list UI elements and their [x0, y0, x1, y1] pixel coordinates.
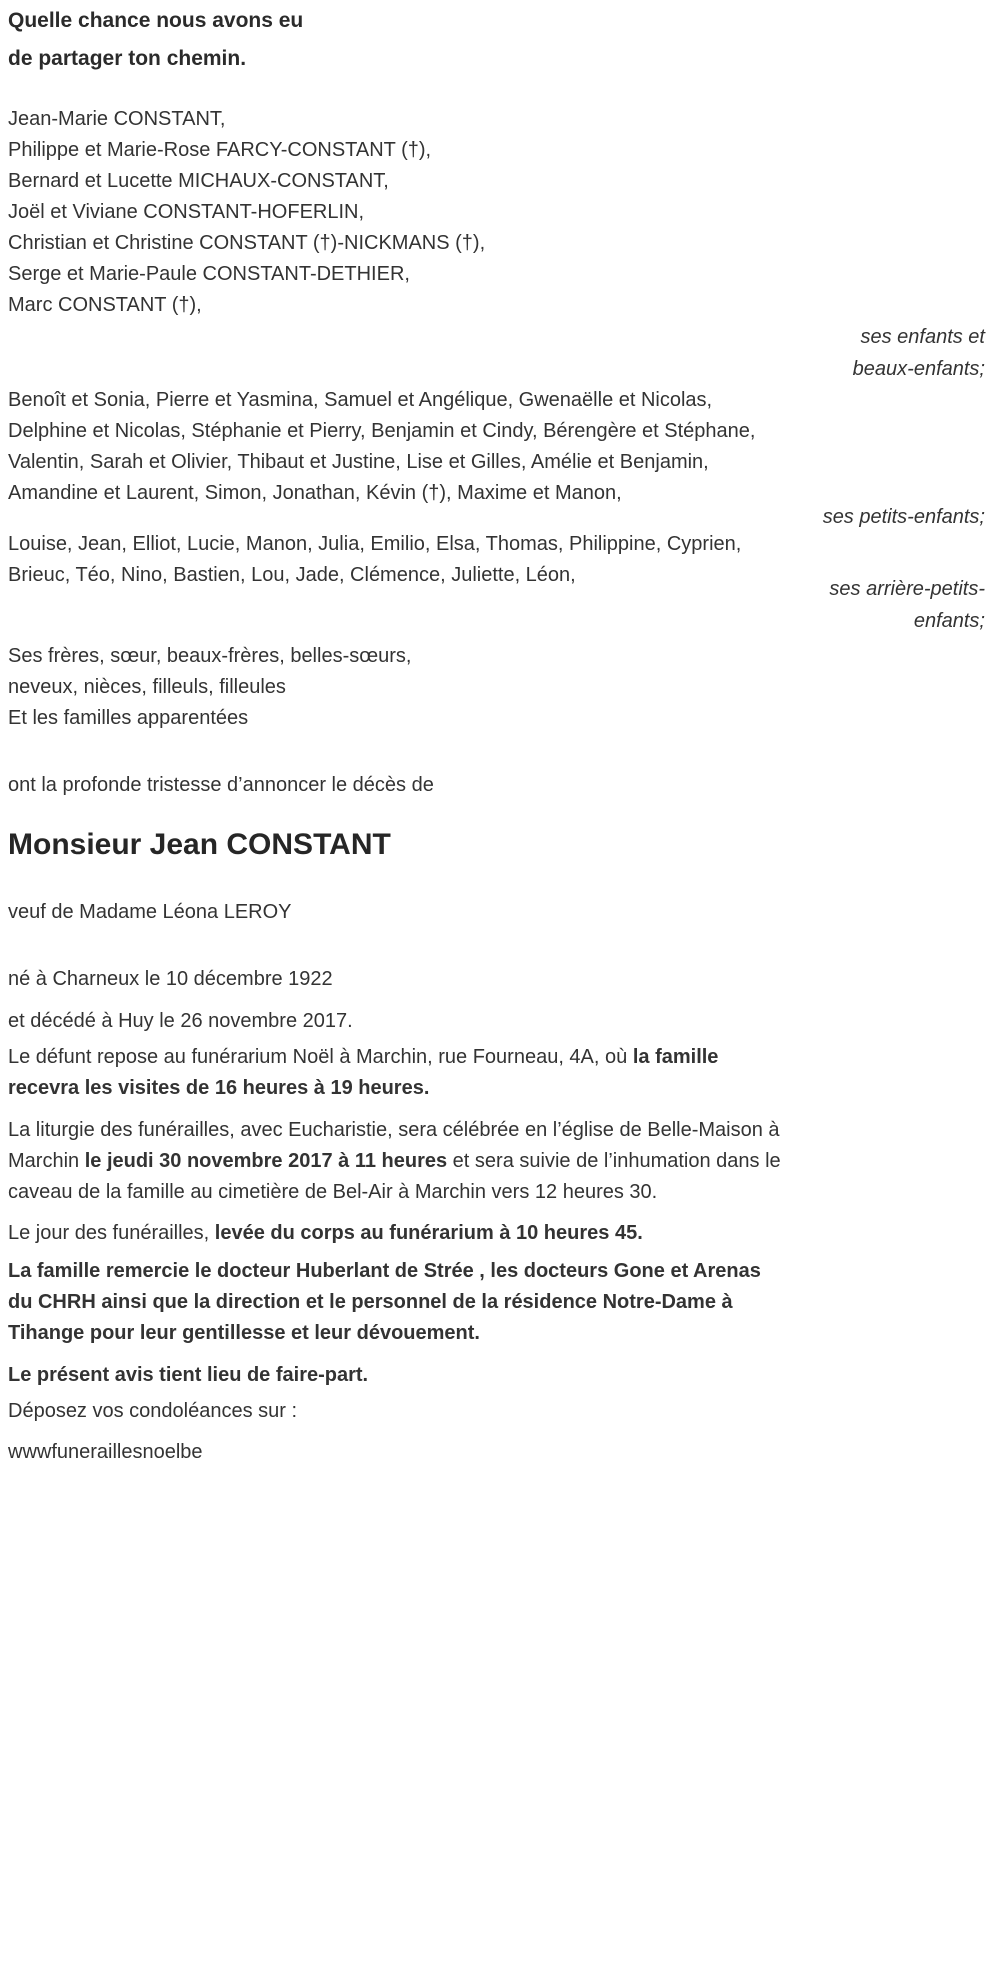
website-link[interactable]: wwwfuneraillesnoelbe: [8, 1441, 203, 1463]
repose-paragraph: Le défunt repose au funérarium Noël à Marchin, rue Fourneau, 4A, où la famille recevra les visites de 16 heures à 19 heures.: [8, 1046, 719, 1099]
liturgy-paragraph: La liturgie des funérailles, avec Eucharistie, sera célébrée en l’église de Belle-Maison à Marchin le jeudi 30 novembre 2017 à 11 heures et sera suivie de l’inhumation dans le caveau de la famille au cimetière de Bel-Air à Marchin vers 12 heures 30.: [8, 1119, 781, 1203]
child-line: Philippe et Marie-Rose FARCY-CONSTANT (†),: [8, 139, 432, 161]
faire-part-notice: Le présent avis tient lieu de faire-part.: [8, 1364, 369, 1386]
epigraph: [8, 2, 985, 78]
website-line: [8, 1437, 783, 1468]
grandchildren-paragraph: Benoît et Sonia, Pierre et Yasmina, Samuel et Angélique, Gwenaëlle et Nicolas, Delphine et Nicolas, Stéphanie et Pierry, Benjamin et Cindy, Bérengère et Stéphane, Valentin, Sarah et Olivier, Thibaut et Justine, Lise et Gilles, Amélie et Benjamin, Amandine et Laurent, Simon, Jonathan, Kévin (†), Maxime et Manon,: [8, 389, 756, 504]
deceased-name-title: Monsieur Jean CONSTANT: [8, 828, 391, 861]
condolences-prompt: Déposez vos condoléances sur :: [8, 1400, 298, 1422]
children-relation-label: ses enfants et beaux-enfants;: [852, 326, 985, 380]
children-section: [8, 104, 985, 321]
grandchildren-relation-label: ses petits-enfants;: [822, 506, 985, 528]
child-line: Christian et Christine CONSTANT (†)-NICKMANS (†),: [8, 232, 486, 254]
child-line: Jean-Marie CONSTANT,: [8, 108, 226, 130]
child-line: Bernard et Lucette MICHAUX-CONSTANT,: [8, 170, 389, 192]
birth-line: né à Charneux le 10 décembre 1922: [8, 968, 333, 990]
child-line: Joël et Viviane CONSTANT-HOFERLIN,: [8, 201, 365, 223]
announcement-text: ont la profonde tristesse d’annoncer le décès de: [8, 774, 434, 796]
epigraph-line-2: de partager ton chemin.: [8, 47, 247, 70]
child-line: Serge et Marie-Paule CONSTANT-DETHIER,: [8, 263, 410, 285]
epigraph-line-1: Quelle chance nous avons eu: [8, 9, 304, 32]
relatives-section: [8, 641, 985, 734]
levee-paragraph: Le jour des funérailles, levée du corps au funérarium à 10 heures 45.: [8, 1222, 643, 1244]
death-line: et décédé à Huy le 26 novembre 2017.: [8, 1010, 353, 1032]
thanks-paragraph: La famille remercie le docteur Huberlant de Strée , les docteurs Gone et Arenas du CHRH ainsi que la direction et le personnel de la résidence Notre-Dame à Tihange pour leur gentillesse et leur dévouement.: [8, 1260, 761, 1344]
child-line: Marc CONSTANT (†),: [8, 294, 202, 316]
widower-line: veuf de Madame Léona LEROY: [8, 901, 292, 923]
relatives-line: Et les familles apparentées: [8, 707, 249, 729]
great-grandchildren-relation-label: ses arrière-petits-enfants;: [829, 578, 985, 632]
relatives-line: neveux, nièces, filleuls, filleules: [8, 676, 286, 698]
relatives-line: Ses frères, sœur, beaux-frères, belles-sœurs,: [8, 645, 412, 667]
great-grandchildren-paragraph: Louise, Jean, Elliot, Lucie, Manon, Julia, Emilio, Elsa, Thomas, Philippine, Cyprien, Brieuc, Téo, Nino, Bastien, Lou, Jade, Clémence, Juliette, Léon,: [8, 533, 742, 586]
